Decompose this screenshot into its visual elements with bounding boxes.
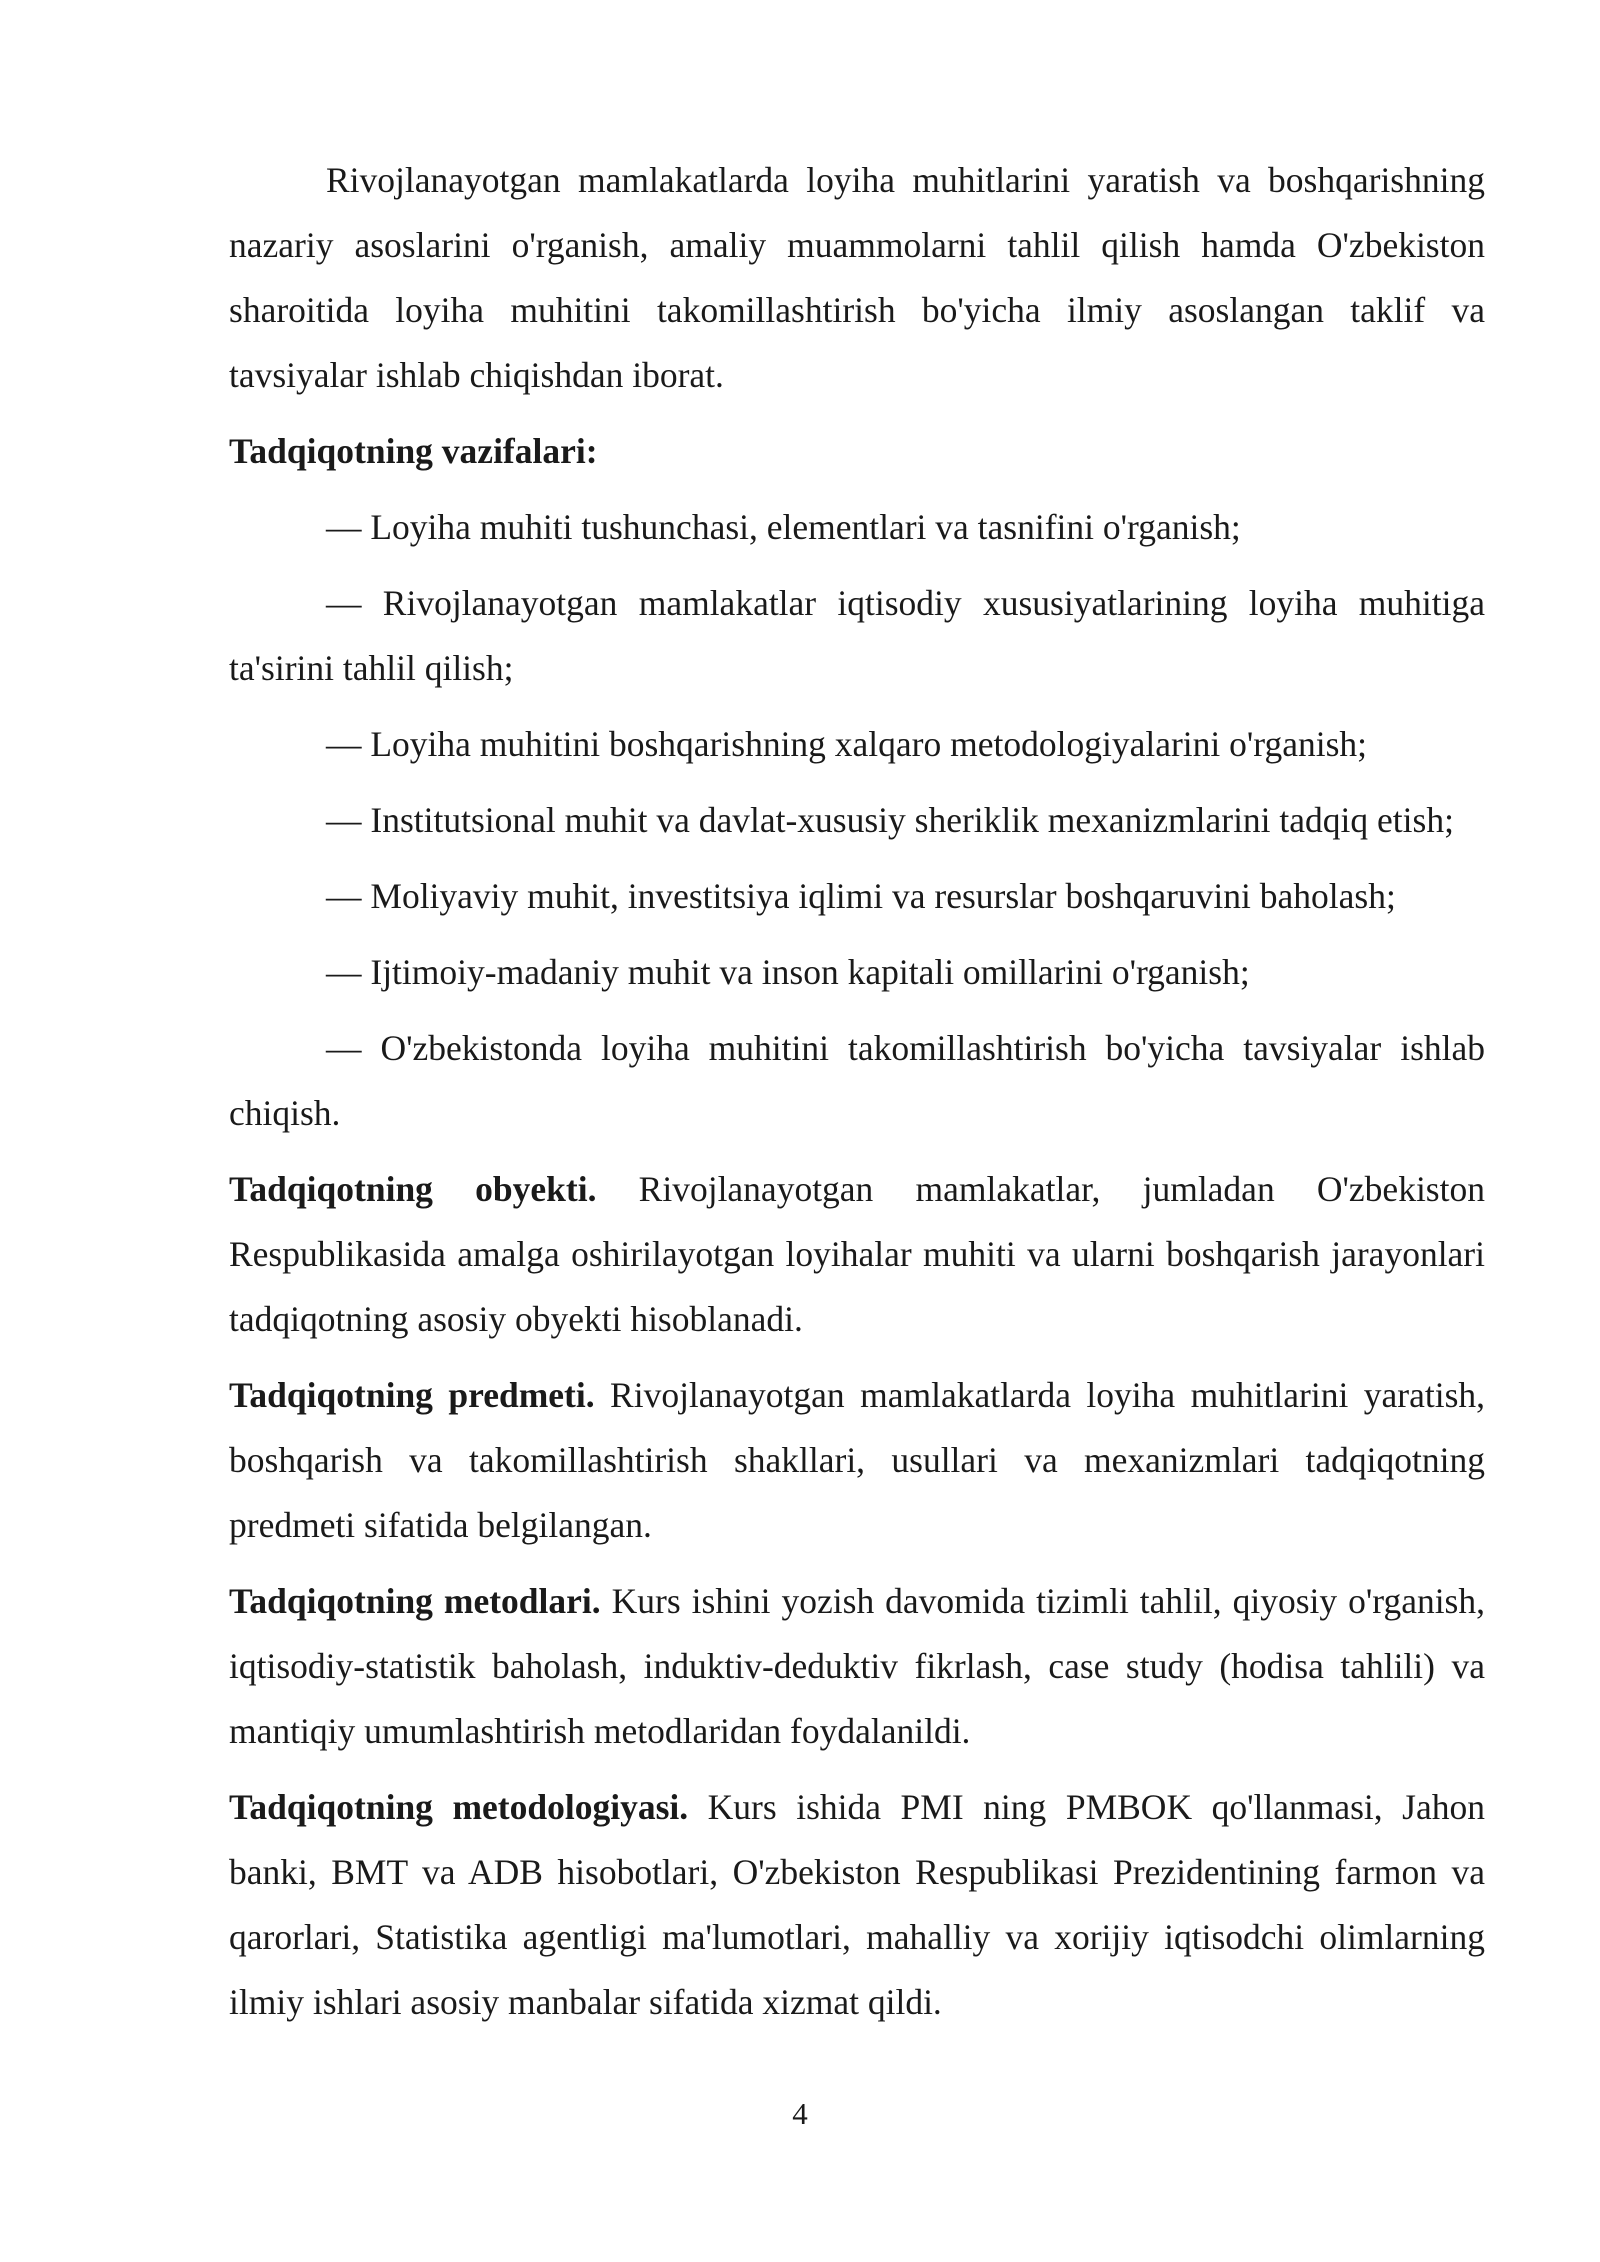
methodology-label: Tadqiqotning metodologiyasi. — [229, 1787, 689, 1827]
task-item: — Loyiha muhiti tushunchasi, elementlari va tasnifini o'rganish; — [326, 507, 1241, 547]
object-label: Tadqiqotning obyekti. — [229, 1169, 597, 1209]
tasks-heading: Tadqiqotning vazifalari: — [229, 431, 598, 471]
object-paragraph — [229, 1157, 1485, 1352]
methods-paragraph — [229, 1569, 1485, 1764]
subject-paragraph — [229, 1363, 1485, 1558]
task-item: — Moliyaviy muhit, investitsiya iqlimi va resurslar boshqaruvini baholash; — [326, 876, 1396, 916]
subject-text: Rivojlanayotgan mamlakatlarda loyiha muhitlarini yaratish, boshqarish va takomillashtirish shakllari, usullari va mexanizmlari tadqiqotning predmeti sifatida belgilangan. — [229, 1375, 1486, 1545]
methodology-paragraph — [229, 1775, 1485, 2035]
object-text: Rivojlanayotgan mamlakatlar, jumladan O'zbekiston Respublikasida amalga oshirilayotgan loyihalar muhiti va ularni boshqarish jarayonlari tadqiqotning asosiy obyekti hisoblanadi. — [229, 1169, 1485, 1339]
task-item: — Loyiha muhitini boshqarishning xalqaro metodologiyalarini o'rganish; — [326, 724, 1368, 764]
task-item: — O'zbekistonda loyiha muhitini takomillashtirish bo'yicha tavsiyalar ishlab chiqish. — [229, 1028, 1485, 1133]
task-item: — Rivojlanayotgan mamlakatlar iqtisodiy xususiyatlarining loyiha muhitiga ta'sirini tahlil qilish; — [229, 583, 1485, 688]
task-item: — Ijtimoiy-madaniy muhit va inson kapitali omillarini o'rganish; — [326, 952, 1250, 992]
methods-label: Tadqiqotning metodlari. — [229, 1581, 601, 1621]
task-item: — Institutsional muhit va davlat-xususiy sheriklik mexanizmlarini tadqiq etish; — [326, 800, 1454, 840]
subject-label: Tadqiqotning predmeti. — [229, 1375, 595, 1415]
document-page — [229, 148, 1485, 2035]
intro-paragraph: Rivojlanayotgan mamlakatlarda loyiha muhitlarini yaratish va boshqarishning nazariy asoslarini o'rganish, amaliy muammolarni tahlil qilish hamda O'zbekiston sharoitida loyiha muhitini takomillashtirish bo'yicha ilmiy asoslangan taklif va tavsiyalar ishlab chiqishdan iborat. — [229, 160, 1485, 395]
methods-text: Kurs ishini yozish davomida tizimli tahlil, qiyosiy o'rganish, iqtisodiy-statistik baholash, induktiv-deduktiv fikrlash, case study (hodisa tahlili) va mantiqiy umumlashtirish metodlaridan foydalanildi. — [229, 1581, 1485, 1751]
methodology-text: Kurs ishida PMI ning PMBOK qo'llanmasi, Jahon banki, BMT va ADB hisobotlari, O'zbekiston Respublikasi Prezidentining farmon va qarorlari, Statistika agentligi ma'lumotlari, mahalliy va xorijiy iqtisodchi olimlarning ilmiy ishlari asosiy manbalar sifatida xizmat qildi. — [229, 1787, 1486, 2022]
page-number: 4 — [792, 2096, 808, 2131]
